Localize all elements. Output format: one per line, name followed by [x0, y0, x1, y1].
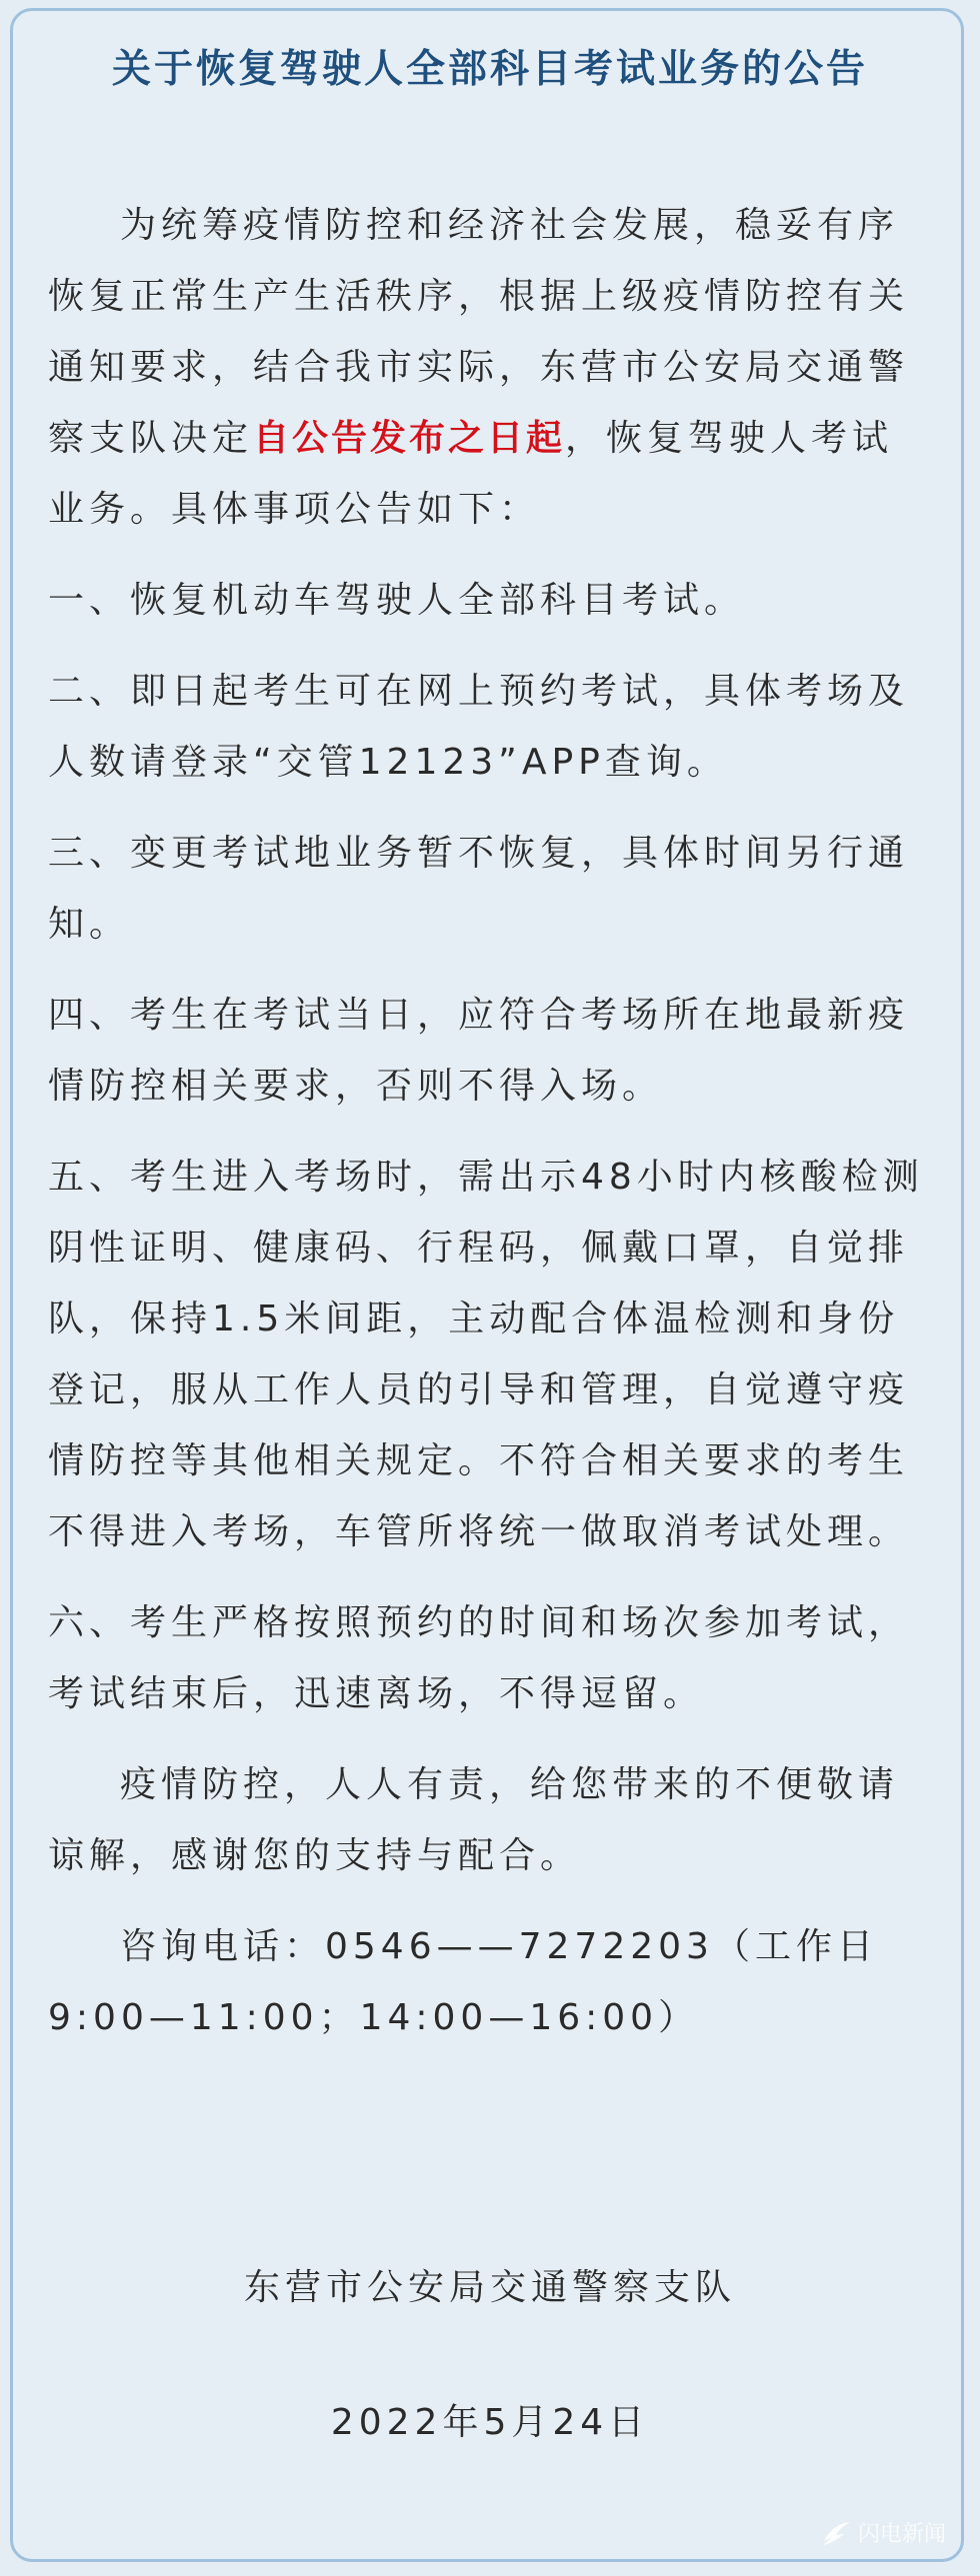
- issue-date: 2022年5月24日: [330, 2402, 650, 2443]
- watermark: [820, 2517, 946, 2548]
- notice-title: 关于恢复驾驶人全部科目考试业务的公告: [111, 47, 868, 92]
- intro-highlight: 自公告发布之日起: [253, 418, 566, 459]
- item-1: 一、恢复机动车驾驶人全部科目考试。: [48, 580, 746, 621]
- watermark-text: 闪电新闻: [857, 2522, 946, 2547]
- intro-text: 为统筹疫情防控和经济社会发展，稳妥有序恢复正常生产生活秩序，根据上级疫情防控有关通知要求，结合我市实际，东营市公安局交通警察支队决定: [48, 205, 910, 459]
- notice-body: [48, 190, 934, 2073]
- issuer-name: 东营市公安局交通警察支队: [243, 2267, 736, 2308]
- item-4: 四、考生在考试当日，应符合考场所在地最新疫情防控相关要求，否则不得入场。: [48, 995, 910, 1107]
- intro-paragraph: [48, 190, 934, 545]
- item-5: 五、考生进入考场时，需出示48小时内核酸检测阴性证明、健康码、行程码，佩戴口罩，自觉排队，保持1.5米间距，主动配合体温检测和身份登记，服从工作人员的引导和管理，自觉遵守疫情防控等其他相关规定。不符合相关要求的考生不得进入考场，车管所将统一做取消考试处理。: [48, 1157, 924, 1552]
- intro-text-end: ，恢复驾驶人考试业务。具体事项公告如下：: [48, 418, 894, 530]
- lightning-logo-icon: [820, 2519, 854, 2547]
- item-2: 二、即日起考生可在网上预约考试，具体考场及人数请登录“交管12123”APP查询。: [48, 671, 910, 783]
- item-6: 六、考生严格按照预约的时间和场次参加考试，考试结束后，迅速离场，不得逗留。: [48, 1602, 910, 1714]
- item-3: 三、变更考试地业务暂不恢复，具体时间另行通知。: [48, 833, 910, 945]
- closing-paragraph: 疫情防控，人人有责，给您带来的不便敬请谅解，感谢您的支持与配合。: [48, 1764, 900, 1876]
- contact-paragraph: 咨询电话：0546——7272203（工作日9:00—11:00；14:00—16:00）: [48, 1926, 878, 2038]
